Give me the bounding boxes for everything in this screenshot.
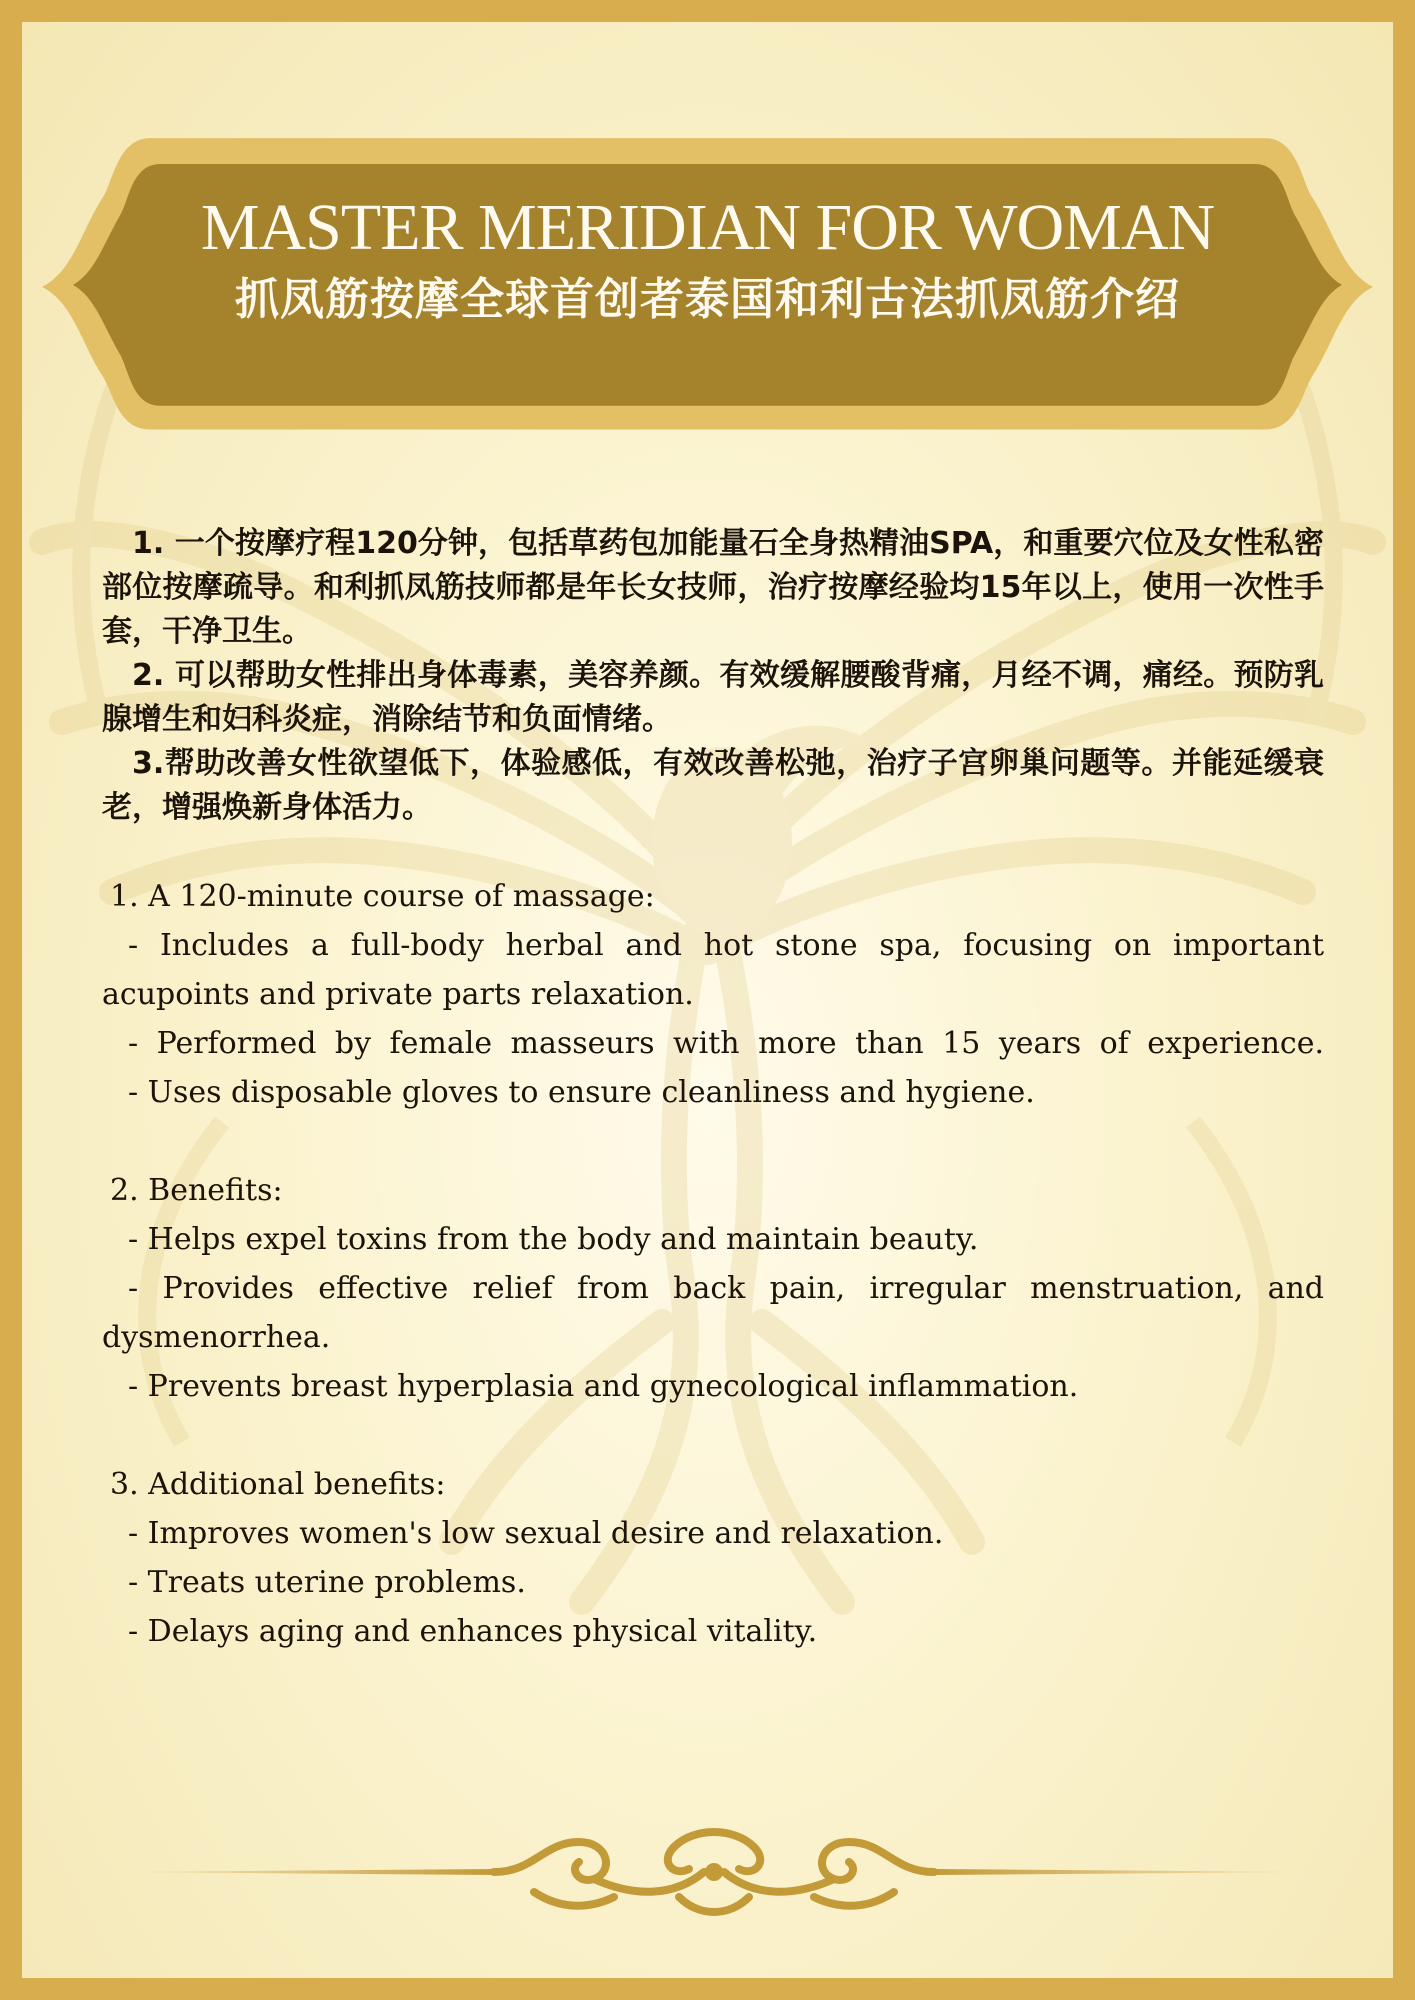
benefits-item-1: - Helps expel toxins from the body and maintain beauty.	[128, 1222, 979, 1257]
course-item-1: - Includes a full-body herbal and hot stone spa, focusing on important acupoints and private parts relaxation.	[102, 928, 1324, 1012]
banner-text	[122, 190, 1293, 330]
benefits-item-3: - Prevents breast hyperplasia and gynecological inflammation.	[128, 1369, 1079, 1404]
course-item-3: - Uses disposable gloves to ensure cleanliness and hygiene.	[128, 1075, 1035, 1110]
poster	[22, 22, 1393, 1978]
title-english: MASTER MERIDIAN FOR WOMAN	[200, 191, 1215, 264]
chinese-paragraph-3: 3.帮助改善女性欲望低下，体验感低，有效改善松弛，治疗子宫卵巢问题等。并能延缓衰老，增强焕新身体活力。	[102, 746, 1324, 825]
additional-item-1: - Improves women's low sexual desire and relaxation.	[128, 1516, 944, 1551]
english-section	[102, 872, 1324, 1656]
additional-heading: 3. Additional benefits:	[110, 1467, 446, 1502]
course-heading: 1. A 120-minute course of massage:	[110, 879, 655, 914]
chinese-paragraph-1: 1. 一个按摩疗程120分钟，包括草药包加能量石全身热精油SPA，和重要穴位及女性私密部位按摩疏导。和利抓凤筋技师都是年长女技师，治疗按摩经验均15年以上，使用一次性手套，干净卫生。	[102, 526, 1324, 649]
spacer	[102, 1117, 1324, 1166]
course-item-2: - Performed by female masseurs with more than 15 years of experience.	[128, 1026, 1324, 1061]
benefits-item-2: - Provides effective relief from back pain, irregular menstruation, and dysmenorrhea.	[102, 1271, 1324, 1355]
benefits-heading: 2. Benefits:	[110, 1173, 283, 1208]
chinese-section	[102, 522, 1324, 830]
scroll-ornament-icon	[114, 1817, 1314, 1927]
spacer	[102, 1411, 1324, 1460]
title-chinese: 抓凤筋按摩全球首创者泰国和利古法抓凤筋介绍	[235, 274, 1180, 325]
additional-item-2: - Treats uterine problems.	[128, 1565, 526, 1600]
chinese-paragraph-2: 2. 可以帮助女性排出身体毒素，美容养颜。有效缓解腰酸背痛，月经不调，痛经。预防乳腺增生和妇科炎症，消除结节和负面情绪。	[102, 658, 1324, 737]
additional-item-3: - Delays aging and enhances physical vitality.	[128, 1614, 818, 1649]
content	[102, 522, 1324, 1656]
